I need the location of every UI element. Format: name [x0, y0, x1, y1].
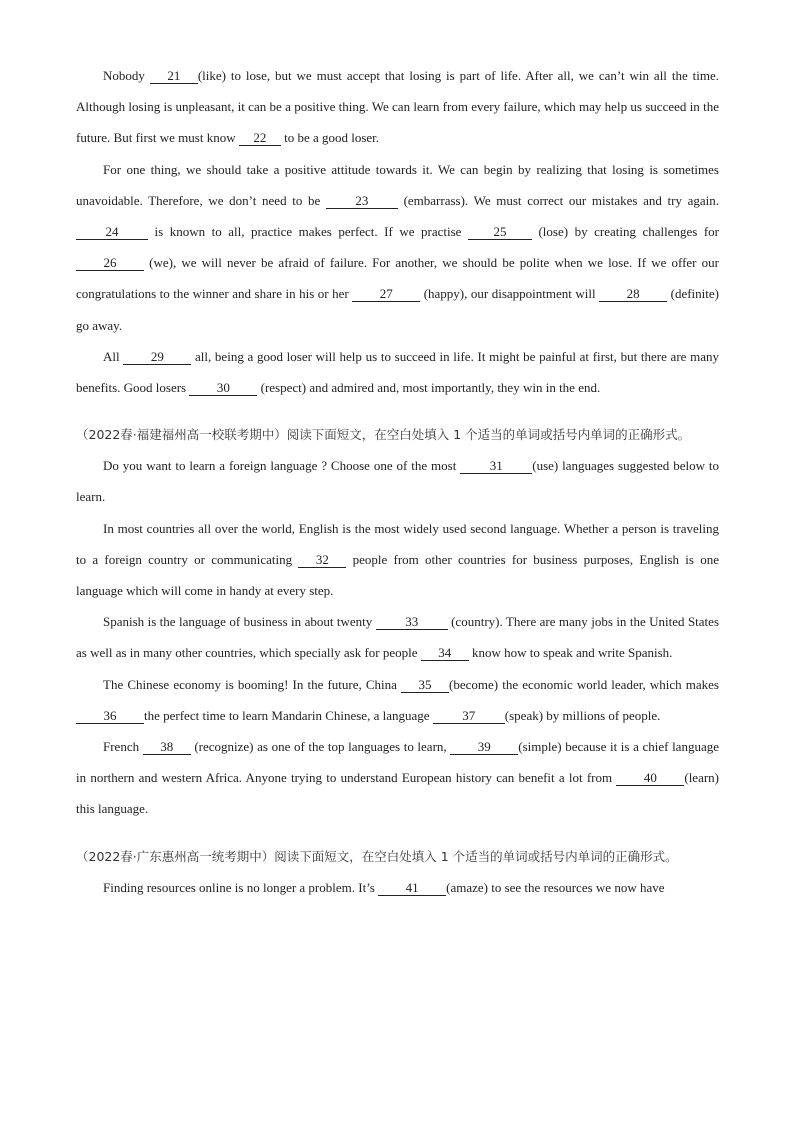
blank-30[interactable]: 30	[189, 381, 257, 396]
paragraph-6	[76, 606, 719, 668]
text: to be a good loser.	[280, 130, 380, 146]
text: In most countries all over the world, English is the most widely used second language. Whether a person is traveling to a foreign country or communicating	[76, 520, 719, 567]
section-heading-1: （2022春·福建福州高一校联考期中）阅读下面短文，在空白处填入 1 个适当的单词或括号内单词的正确形式。	[76, 427, 691, 443]
text: (become) the economic world leader, which makes	[449, 676, 719, 692]
blank-23[interactable]: 23	[326, 194, 398, 209]
text: (amaze) to see the resources we now have	[446, 879, 665, 895]
blank-37[interactable]: 37	[433, 709, 505, 724]
text: (like) to lose, but we must accept that losing is part of life. After all, we can’t win all the time. Although losing is unpleasant, it can be a positive thing. We can learn from every failure, which may help us succeed in the future. But first we must know	[76, 68, 719, 146]
text: Finding resources online is no longer a problem. It’s	[103, 879, 379, 895]
text: Spanish is the language of business in about twenty	[103, 614, 376, 630]
section-heading-2: （2022春·广东惠州高一统考期中）阅读下面短文，在空白处填入 1 个适当的单词或括号内单词的正确形式。	[76, 848, 678, 864]
text: (we), we will never be afraid of failure. For another, we should be polite when we lose. If we offer our congratulations to the winner and share in his or her	[76, 255, 719, 302]
paragraph-8	[76, 731, 719, 825]
paragraph-5	[76, 513, 719, 607]
blank-39[interactable]: 39	[450, 740, 518, 755]
text: (happy), our disappointment will	[420, 286, 600, 302]
blank-31[interactable]: 31	[460, 459, 532, 474]
blank-41[interactable]: 41	[378, 881, 446, 896]
blank-24[interactable]: 24	[76, 225, 148, 240]
paragraph-7	[76, 669, 719, 731]
text: (embarrass). We must correct our mistakes and try again.	[397, 192, 719, 208]
text: French	[103, 739, 143, 755]
text: (simple) because it is a chief language in northern and western Africa. Anyone trying to understand European history can benefit a lot from	[76, 739, 719, 786]
text: The Chinese economy is booming! In the future, China	[103, 676, 402, 692]
text: (respect) and admired and, most importantly, they win in the end.	[257, 380, 601, 396]
text: all, being a good loser will help us to succeed in life. It might be painful at first, but there are many benefits. Good losers	[76, 348, 719, 396]
blank-25[interactable]: 25	[468, 225, 532, 240]
text: Do you want to learn a foreign language ? Choose one of the most	[103, 458, 461, 474]
text: the perfect time to learn Mandarin Chinese, a language	[144, 707, 433, 723]
text: know how to speak and write Spanish.	[468, 645, 673, 661]
text: people from other countries for business purposes, English is one language which will come in handy at every step.	[76, 551, 719, 599]
text: (definite) go away.	[76, 286, 719, 333]
paragraph-9	[76, 872, 719, 903]
text: (learn) this language.	[76, 770, 719, 817]
blank-22[interactable]: 22	[239, 131, 281, 146]
paragraph-4	[76, 450, 719, 512]
paragraph-1	[76, 60, 719, 154]
blank-26[interactable]: 26	[76, 256, 144, 271]
blank-32[interactable]: 32	[298, 553, 346, 568]
text: For one thing, we should take a positive attitude towards it. We can begin by realizing that losing is sometimes unavoidable. Therefore, we don’t need to be	[76, 161, 719, 208]
blank-21[interactable]: 21	[150, 69, 198, 84]
text: (recognize) as one of the top languages to learn,	[190, 739, 451, 755]
blank-38[interactable]: 38	[143, 740, 191, 755]
blank-28[interactable]: 28	[599, 287, 667, 302]
text: (country). There are many jobs in the United States as well as in many other countries, which specially ask for people	[76, 614, 719, 661]
blank-33[interactable]: 33	[376, 615, 448, 630]
blank-40[interactable]: 40	[616, 771, 684, 786]
text: (use) languages suggested below to learn.	[76, 458, 719, 505]
text: is known to all, practice makes perfect. If we practise	[148, 224, 468, 240]
blank-27[interactable]: 27	[352, 287, 420, 302]
paragraph-2	[76, 154, 719, 341]
text: All	[103, 348, 124, 364]
document-page	[76, 60, 719, 903]
text: Nobody	[103, 68, 150, 83]
blank-36[interactable]: 36	[76, 709, 144, 724]
text: (lose) by creating challenges for	[531, 224, 720, 240]
paragraph-3	[76, 341, 719, 403]
blank-29[interactable]: 29	[123, 350, 191, 365]
blank-35[interactable]: 35	[401, 678, 449, 693]
blank-34[interactable]: 34	[421, 646, 469, 661]
text: (speak) by millions of people.	[504, 707, 661, 723]
